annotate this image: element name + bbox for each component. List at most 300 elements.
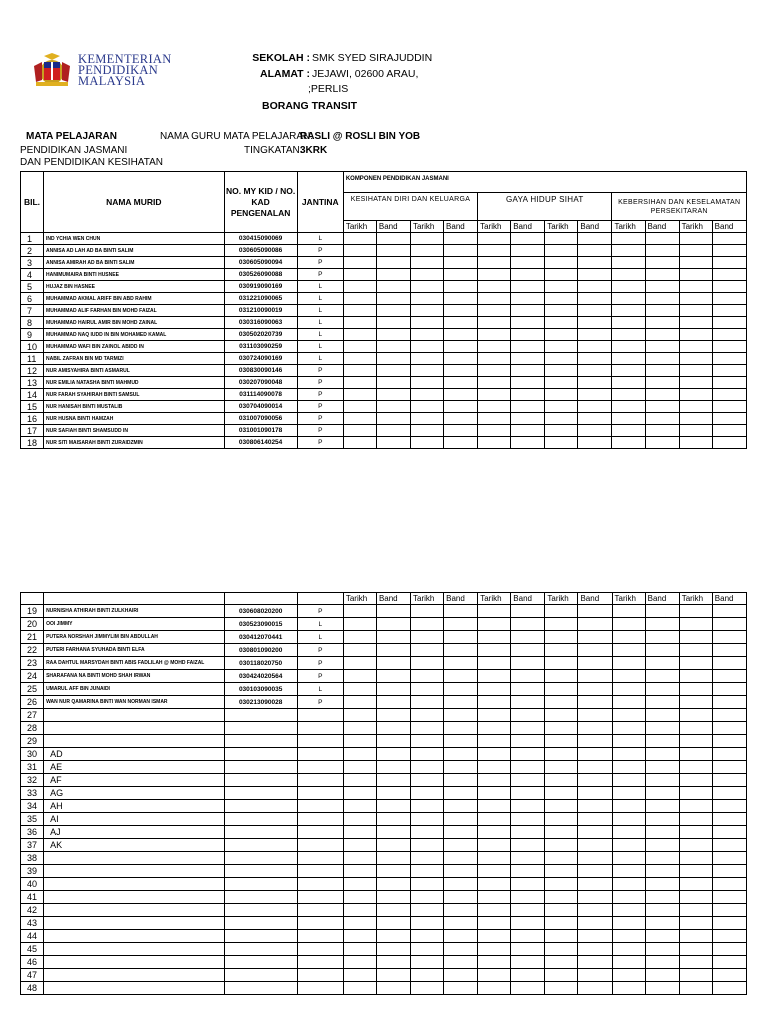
band-cell bbox=[444, 329, 478, 341]
band-cell bbox=[376, 800, 410, 813]
tarikh-cell bbox=[545, 437, 578, 449]
student-id: 030605090086 bbox=[224, 245, 297, 257]
group-kebersihan: KEBERSIHAN DAN KESELAMATAN PERSEKITARAN bbox=[612, 193, 747, 221]
tarikh-cell bbox=[679, 317, 712, 329]
band-cell bbox=[511, 657, 545, 670]
student-id bbox=[224, 943, 297, 956]
row-number: 27 bbox=[21, 709, 44, 722]
tarikh-cell bbox=[411, 878, 444, 891]
table-row bbox=[21, 748, 747, 761]
row-number: 46 bbox=[21, 956, 44, 969]
tarikh-cell bbox=[411, 891, 444, 904]
tarikh-cell bbox=[679, 269, 712, 281]
band-cell bbox=[645, 826, 679, 839]
tarikh-cell bbox=[612, 709, 645, 722]
tarikh-cell bbox=[545, 683, 578, 696]
band-cell bbox=[645, 722, 679, 735]
tarikh-cell bbox=[343, 605, 376, 618]
band-cell bbox=[376, 413, 410, 425]
tarikh-cell bbox=[679, 425, 712, 437]
band-cell bbox=[645, 353, 679, 365]
band-cell bbox=[578, 800, 612, 813]
tarikh-cell bbox=[478, 425, 511, 437]
band-cell bbox=[645, 293, 679, 305]
student-gender: L bbox=[297, 353, 343, 365]
tarikh-cell bbox=[679, 631, 712, 644]
tarikh-cell bbox=[343, 943, 376, 956]
tarikh-cell bbox=[679, 748, 712, 761]
student-name: NUR AMISYAHIRA BINTI ASMARUL bbox=[44, 365, 224, 377]
tarikh-cell bbox=[478, 353, 511, 365]
tarikh-cell bbox=[478, 341, 511, 353]
tarikh-cell bbox=[545, 317, 578, 329]
band-cell bbox=[645, 839, 679, 852]
tarikh-cell bbox=[679, 722, 712, 735]
band-cell bbox=[376, 787, 410, 800]
student-gender: P bbox=[297, 269, 343, 281]
tarikh-cell bbox=[343, 657, 376, 670]
student-id: 030605090094 bbox=[224, 257, 297, 269]
student-id bbox=[224, 787, 297, 800]
tarikh-cell bbox=[478, 865, 511, 878]
tarikh-cell bbox=[612, 341, 645, 353]
table-row bbox=[21, 413, 747, 425]
band-cell bbox=[645, 917, 679, 930]
tarikh-cell bbox=[410, 293, 443, 305]
band-cell bbox=[578, 891, 612, 904]
tarikh-cell bbox=[343, 257, 376, 269]
student-gender: P bbox=[297, 389, 343, 401]
tarikh-cell bbox=[612, 281, 645, 293]
logo-line-1: KEMENTERIAN bbox=[78, 52, 172, 66]
band-cell bbox=[376, 865, 410, 878]
student-id bbox=[224, 878, 297, 891]
band-cell bbox=[444, 813, 478, 826]
tarikh-cell bbox=[612, 245, 645, 257]
band-cell bbox=[511, 800, 545, 813]
student-gender bbox=[297, 852, 343, 865]
tarikh-cell bbox=[679, 618, 712, 631]
student-gender: L bbox=[297, 329, 343, 341]
student-name: IND YCHIA WEN CHUN bbox=[44, 233, 224, 245]
blank-head bbox=[224, 593, 297, 605]
tarikh-cell bbox=[343, 317, 376, 329]
tarikh-cell bbox=[612, 389, 645, 401]
band-cell bbox=[444, 878, 478, 891]
tarikh-cell bbox=[478, 813, 511, 826]
student-id bbox=[224, 800, 297, 813]
band-cell bbox=[511, 774, 545, 787]
tarikh-cell bbox=[679, 683, 712, 696]
band-cell bbox=[376, 891, 410, 904]
band-cell bbox=[712, 269, 746, 281]
table-row bbox=[21, 878, 747, 891]
band-cell bbox=[511, 696, 545, 709]
row-number: 35 bbox=[21, 813, 44, 826]
row-number: 45 bbox=[21, 943, 44, 956]
tarikh-cell bbox=[612, 917, 645, 930]
band-cell bbox=[444, 618, 478, 631]
tarikh-cell bbox=[411, 787, 444, 800]
band-cell bbox=[376, 696, 410, 709]
band-cell bbox=[578, 826, 612, 839]
alamat-value: JEJAWI, 02600 ARAU, bbox=[312, 68, 419, 80]
band-cell bbox=[511, 917, 545, 930]
band-cell bbox=[578, 365, 612, 377]
table-row bbox=[21, 826, 747, 839]
student-name: NUR HANISAH BINTI MUSTALIB bbox=[44, 401, 224, 413]
student-name: NUR SAFIAH BINTI SHAMSUDD IN bbox=[44, 425, 224, 437]
band-cell bbox=[578, 269, 612, 281]
tarikh-cell bbox=[410, 365, 443, 377]
band-cell bbox=[511, 839, 545, 852]
student-id bbox=[224, 852, 297, 865]
tarikh-cell bbox=[478, 657, 511, 670]
student-gender: P bbox=[297, 401, 343, 413]
band-cell bbox=[511, 982, 545, 995]
tarikh-cell bbox=[478, 709, 511, 722]
band-cell bbox=[712, 865, 746, 878]
tarikh-cell bbox=[612, 683, 645, 696]
tarikh-cell bbox=[343, 425, 376, 437]
student-gender: P bbox=[297, 605, 343, 618]
tarikh-cell bbox=[343, 401, 376, 413]
band-cell bbox=[645, 425, 679, 437]
tarikh-cell bbox=[343, 813, 376, 826]
band-cell bbox=[511, 413, 545, 425]
tarikh-cell bbox=[612, 800, 645, 813]
tarikh-cell bbox=[612, 813, 645, 826]
band-cell bbox=[578, 644, 612, 657]
table-row bbox=[21, 341, 747, 353]
tarikh-cell bbox=[478, 852, 511, 865]
tarikh-cell bbox=[545, 917, 578, 930]
band-cell bbox=[444, 317, 478, 329]
table-row bbox=[21, 865, 747, 878]
tarikh-cell bbox=[478, 329, 511, 341]
band-cell bbox=[645, 969, 679, 982]
tarikh-cell bbox=[545, 878, 578, 891]
tarikh-cell bbox=[410, 389, 443, 401]
band-cell bbox=[511, 437, 545, 449]
tarikh-cell bbox=[545, 735, 578, 748]
band-cell bbox=[511, 605, 545, 618]
table-row bbox=[21, 683, 747, 696]
student-gender bbox=[297, 709, 343, 722]
band-cell bbox=[444, 401, 478, 413]
row-number: 37 bbox=[21, 839, 44, 852]
band-cell bbox=[444, 839, 478, 852]
student-name: AI bbox=[44, 813, 224, 826]
student-gender bbox=[297, 722, 343, 735]
table-row bbox=[21, 787, 747, 800]
student-name: ANNISA AMIRAH AD BA BINTI SALIM bbox=[44, 257, 224, 269]
band-cell bbox=[376, 852, 410, 865]
band-cell bbox=[578, 930, 612, 943]
tarikh-cell bbox=[478, 631, 511, 644]
row-number: 23 bbox=[21, 657, 44, 670]
tarikh-cell bbox=[343, 787, 376, 800]
subheader-band: Band bbox=[444, 593, 478, 605]
subheader-band: Band bbox=[645, 221, 679, 233]
band-cell bbox=[376, 245, 410, 257]
tarikh-cell bbox=[679, 305, 712, 317]
student-gender: P bbox=[297, 377, 343, 389]
band-cell bbox=[444, 774, 478, 787]
tarikh-cell bbox=[411, 865, 444, 878]
tarikh-cell bbox=[411, 904, 444, 917]
student-name: HANIMUMAIRA BINTI HUSNEE bbox=[44, 269, 224, 281]
band-cell bbox=[712, 365, 746, 377]
student-gender: P bbox=[297, 670, 343, 683]
tarikh-cell bbox=[478, 293, 511, 305]
band-cell bbox=[712, 774, 746, 787]
row-number: 24 bbox=[21, 670, 44, 683]
logo-line-2: PENDIDIKAN bbox=[78, 63, 159, 77]
band-cell bbox=[712, 982, 746, 995]
band-cell bbox=[511, 317, 545, 329]
tarikh-cell bbox=[343, 683, 376, 696]
band-cell bbox=[645, 787, 679, 800]
band-cell bbox=[712, 293, 746, 305]
subheader-tarikh: Tarikh bbox=[545, 593, 578, 605]
band-cell bbox=[376, 735, 410, 748]
band-cell bbox=[511, 735, 545, 748]
tarikh-cell bbox=[545, 826, 578, 839]
tarikh-cell bbox=[612, 631, 645, 644]
tarikh-cell bbox=[411, 774, 444, 787]
row-number: 43 bbox=[21, 917, 44, 930]
subheader-tarikh: Tarikh bbox=[478, 593, 511, 605]
band-cell bbox=[376, 317, 410, 329]
subheader-tarikh: Tarikh bbox=[343, 221, 376, 233]
tarikh-cell bbox=[411, 709, 444, 722]
student-name: AJ bbox=[44, 826, 224, 839]
band-cell bbox=[444, 865, 478, 878]
band-cell bbox=[444, 982, 478, 995]
row-number: 31 bbox=[21, 761, 44, 774]
row-number: 7 bbox=[21, 305, 44, 317]
band-cell bbox=[511, 826, 545, 839]
band-cell bbox=[444, 852, 478, 865]
tarikh-cell bbox=[545, 800, 578, 813]
table-row bbox=[21, 670, 747, 683]
student-gender bbox=[297, 787, 343, 800]
student-name: MUHAMMAD NAQ IUDD IN BIN MOHAMED KAMAL bbox=[44, 329, 224, 341]
tarikh-cell bbox=[612, 839, 645, 852]
tarikh-cell bbox=[679, 233, 712, 245]
alamat-value-2: ;PERLIS bbox=[308, 83, 349, 95]
row-number: 11 bbox=[21, 353, 44, 365]
tarikh-cell bbox=[343, 389, 376, 401]
student-id: 030207090048 bbox=[224, 377, 297, 389]
tarikh-cell bbox=[679, 377, 712, 389]
band-cell bbox=[712, 437, 746, 449]
band-cell bbox=[444, 305, 478, 317]
tarikh-cell bbox=[411, 761, 444, 774]
band-cell bbox=[712, 317, 746, 329]
band-cell bbox=[578, 413, 612, 425]
tarikh-cell bbox=[545, 696, 578, 709]
tarikh-cell bbox=[478, 377, 511, 389]
student-name bbox=[44, 956, 224, 969]
tarikh-cell bbox=[679, 956, 712, 969]
band-cell bbox=[712, 891, 746, 904]
student-name: MUHAMMAD AKMAL ARIFF BIN ABD RAHIM bbox=[44, 293, 224, 305]
row-number: 38 bbox=[21, 852, 44, 865]
table-row bbox=[21, 618, 747, 631]
band-cell bbox=[645, 305, 679, 317]
band-cell bbox=[376, 657, 410, 670]
band-cell bbox=[578, 878, 612, 891]
row-number: 42 bbox=[21, 904, 44, 917]
student-gender: P bbox=[297, 413, 343, 425]
tarikh-cell bbox=[343, 631, 376, 644]
tarikh-cell bbox=[343, 269, 376, 281]
student-id: 030830090146 bbox=[224, 365, 297, 377]
band-cell bbox=[376, 670, 410, 683]
tarikh-cell bbox=[545, 377, 578, 389]
tarikh-cell bbox=[343, 969, 376, 982]
student-id: 030523090015 bbox=[224, 618, 297, 631]
student-name bbox=[44, 709, 224, 722]
tarikh-cell bbox=[679, 437, 712, 449]
header-id: NO. MY KID / NO. KAD PENGENALAN bbox=[224, 172, 297, 233]
band-cell bbox=[645, 341, 679, 353]
band-cell bbox=[712, 852, 746, 865]
band-cell bbox=[712, 943, 746, 956]
student-gender bbox=[297, 800, 343, 813]
tarikh-cell bbox=[545, 904, 578, 917]
band-cell bbox=[444, 644, 478, 657]
band-cell bbox=[578, 696, 612, 709]
student-name: AE bbox=[44, 761, 224, 774]
student-id: 031007090056 bbox=[224, 413, 297, 425]
tarikh-cell bbox=[343, 293, 376, 305]
tarikh-cell bbox=[411, 800, 444, 813]
band-cell bbox=[511, 305, 545, 317]
band-cell bbox=[712, 735, 746, 748]
student-name: RAA DAHTUL MARSYDAH BINTI ABIS FADLILAH @ MOHD FAIZAL bbox=[44, 657, 224, 670]
blank-head bbox=[44, 593, 224, 605]
band-cell bbox=[712, 618, 746, 631]
band-cell bbox=[376, 748, 410, 761]
row-number: 16 bbox=[21, 413, 44, 425]
tarikh-cell bbox=[612, 293, 645, 305]
tarikh-cell bbox=[410, 317, 443, 329]
tarikh-cell bbox=[410, 281, 443, 293]
tarikh-cell bbox=[679, 709, 712, 722]
band-cell bbox=[645, 329, 679, 341]
tarikh-cell bbox=[612, 787, 645, 800]
band-cell bbox=[645, 683, 679, 696]
student-id bbox=[224, 904, 297, 917]
student-gender bbox=[297, 813, 343, 826]
student-name: AD bbox=[44, 748, 224, 761]
student-id: 030801090200 bbox=[224, 644, 297, 657]
band-cell bbox=[578, 709, 612, 722]
tarikh-cell bbox=[612, 618, 645, 631]
band-cell bbox=[578, 917, 612, 930]
tarikh-cell bbox=[545, 839, 578, 852]
student-gender: L bbox=[297, 293, 343, 305]
tarikh-cell bbox=[612, 878, 645, 891]
row-number: 20 bbox=[21, 618, 44, 631]
tarikh-cell bbox=[679, 413, 712, 425]
band-cell bbox=[712, 930, 746, 943]
tarikh-cell bbox=[343, 233, 376, 245]
student-id bbox=[224, 748, 297, 761]
tarikh-cell bbox=[410, 377, 443, 389]
tarikh-cell bbox=[478, 401, 511, 413]
alamat-label: ALAMAT : bbox=[260, 68, 310, 80]
tarikh-cell bbox=[478, 969, 511, 982]
band-cell bbox=[578, 865, 612, 878]
band-cell bbox=[645, 413, 679, 425]
table-row bbox=[21, 389, 747, 401]
student-id bbox=[224, 839, 297, 852]
band-cell bbox=[511, 618, 545, 631]
tarikh-cell bbox=[545, 722, 578, 735]
tarikh-cell bbox=[612, 401, 645, 413]
group-kesihatan: KESIHATAN DIRI DAN KELUARGA bbox=[343, 193, 477, 221]
tarikh-cell bbox=[545, 787, 578, 800]
tarikh-cell bbox=[343, 353, 376, 365]
tarikh-cell bbox=[545, 281, 578, 293]
tarikh-cell bbox=[612, 904, 645, 917]
tarikh-cell bbox=[679, 969, 712, 982]
student-id: 030806140254 bbox=[224, 437, 297, 449]
table-row bbox=[21, 943, 747, 956]
logo-line-3: MALAYSIA bbox=[78, 74, 146, 88]
band-cell bbox=[578, 401, 612, 413]
band-cell bbox=[578, 982, 612, 995]
student-gender bbox=[297, 865, 343, 878]
band-cell bbox=[645, 800, 679, 813]
table-row bbox=[21, 800, 747, 813]
row-number: 36 bbox=[21, 826, 44, 839]
tarikh-cell bbox=[478, 305, 511, 317]
tarikh-cell bbox=[545, 813, 578, 826]
band-cell bbox=[444, 683, 478, 696]
tarikh-cell bbox=[545, 670, 578, 683]
table-row bbox=[21, 722, 747, 735]
band-cell bbox=[712, 904, 746, 917]
subheader-band: Band bbox=[712, 593, 746, 605]
tarikh-cell bbox=[612, 377, 645, 389]
tarikh-cell bbox=[679, 774, 712, 787]
table-row bbox=[21, 982, 747, 995]
subheader-tarikh: Tarikh bbox=[612, 593, 645, 605]
tarikh-cell bbox=[411, 618, 444, 631]
tarikh-cell bbox=[343, 670, 376, 683]
class-value: 3KRK bbox=[300, 145, 328, 156]
tarikh-cell bbox=[478, 317, 511, 329]
student-id: 030704090014 bbox=[224, 401, 297, 413]
band-cell bbox=[444, 670, 478, 683]
band-cell bbox=[511, 245, 545, 257]
band-cell bbox=[511, 293, 545, 305]
tarikh-cell bbox=[679, 852, 712, 865]
tarikh-cell bbox=[343, 852, 376, 865]
table-row bbox=[21, 852, 747, 865]
tarikh-cell bbox=[612, 826, 645, 839]
student-id: 030526090088 bbox=[224, 269, 297, 281]
student-id: 030424020564 bbox=[224, 670, 297, 683]
tarikh-cell bbox=[343, 644, 376, 657]
tarikh-cell bbox=[545, 891, 578, 904]
tarikh-cell bbox=[410, 401, 443, 413]
